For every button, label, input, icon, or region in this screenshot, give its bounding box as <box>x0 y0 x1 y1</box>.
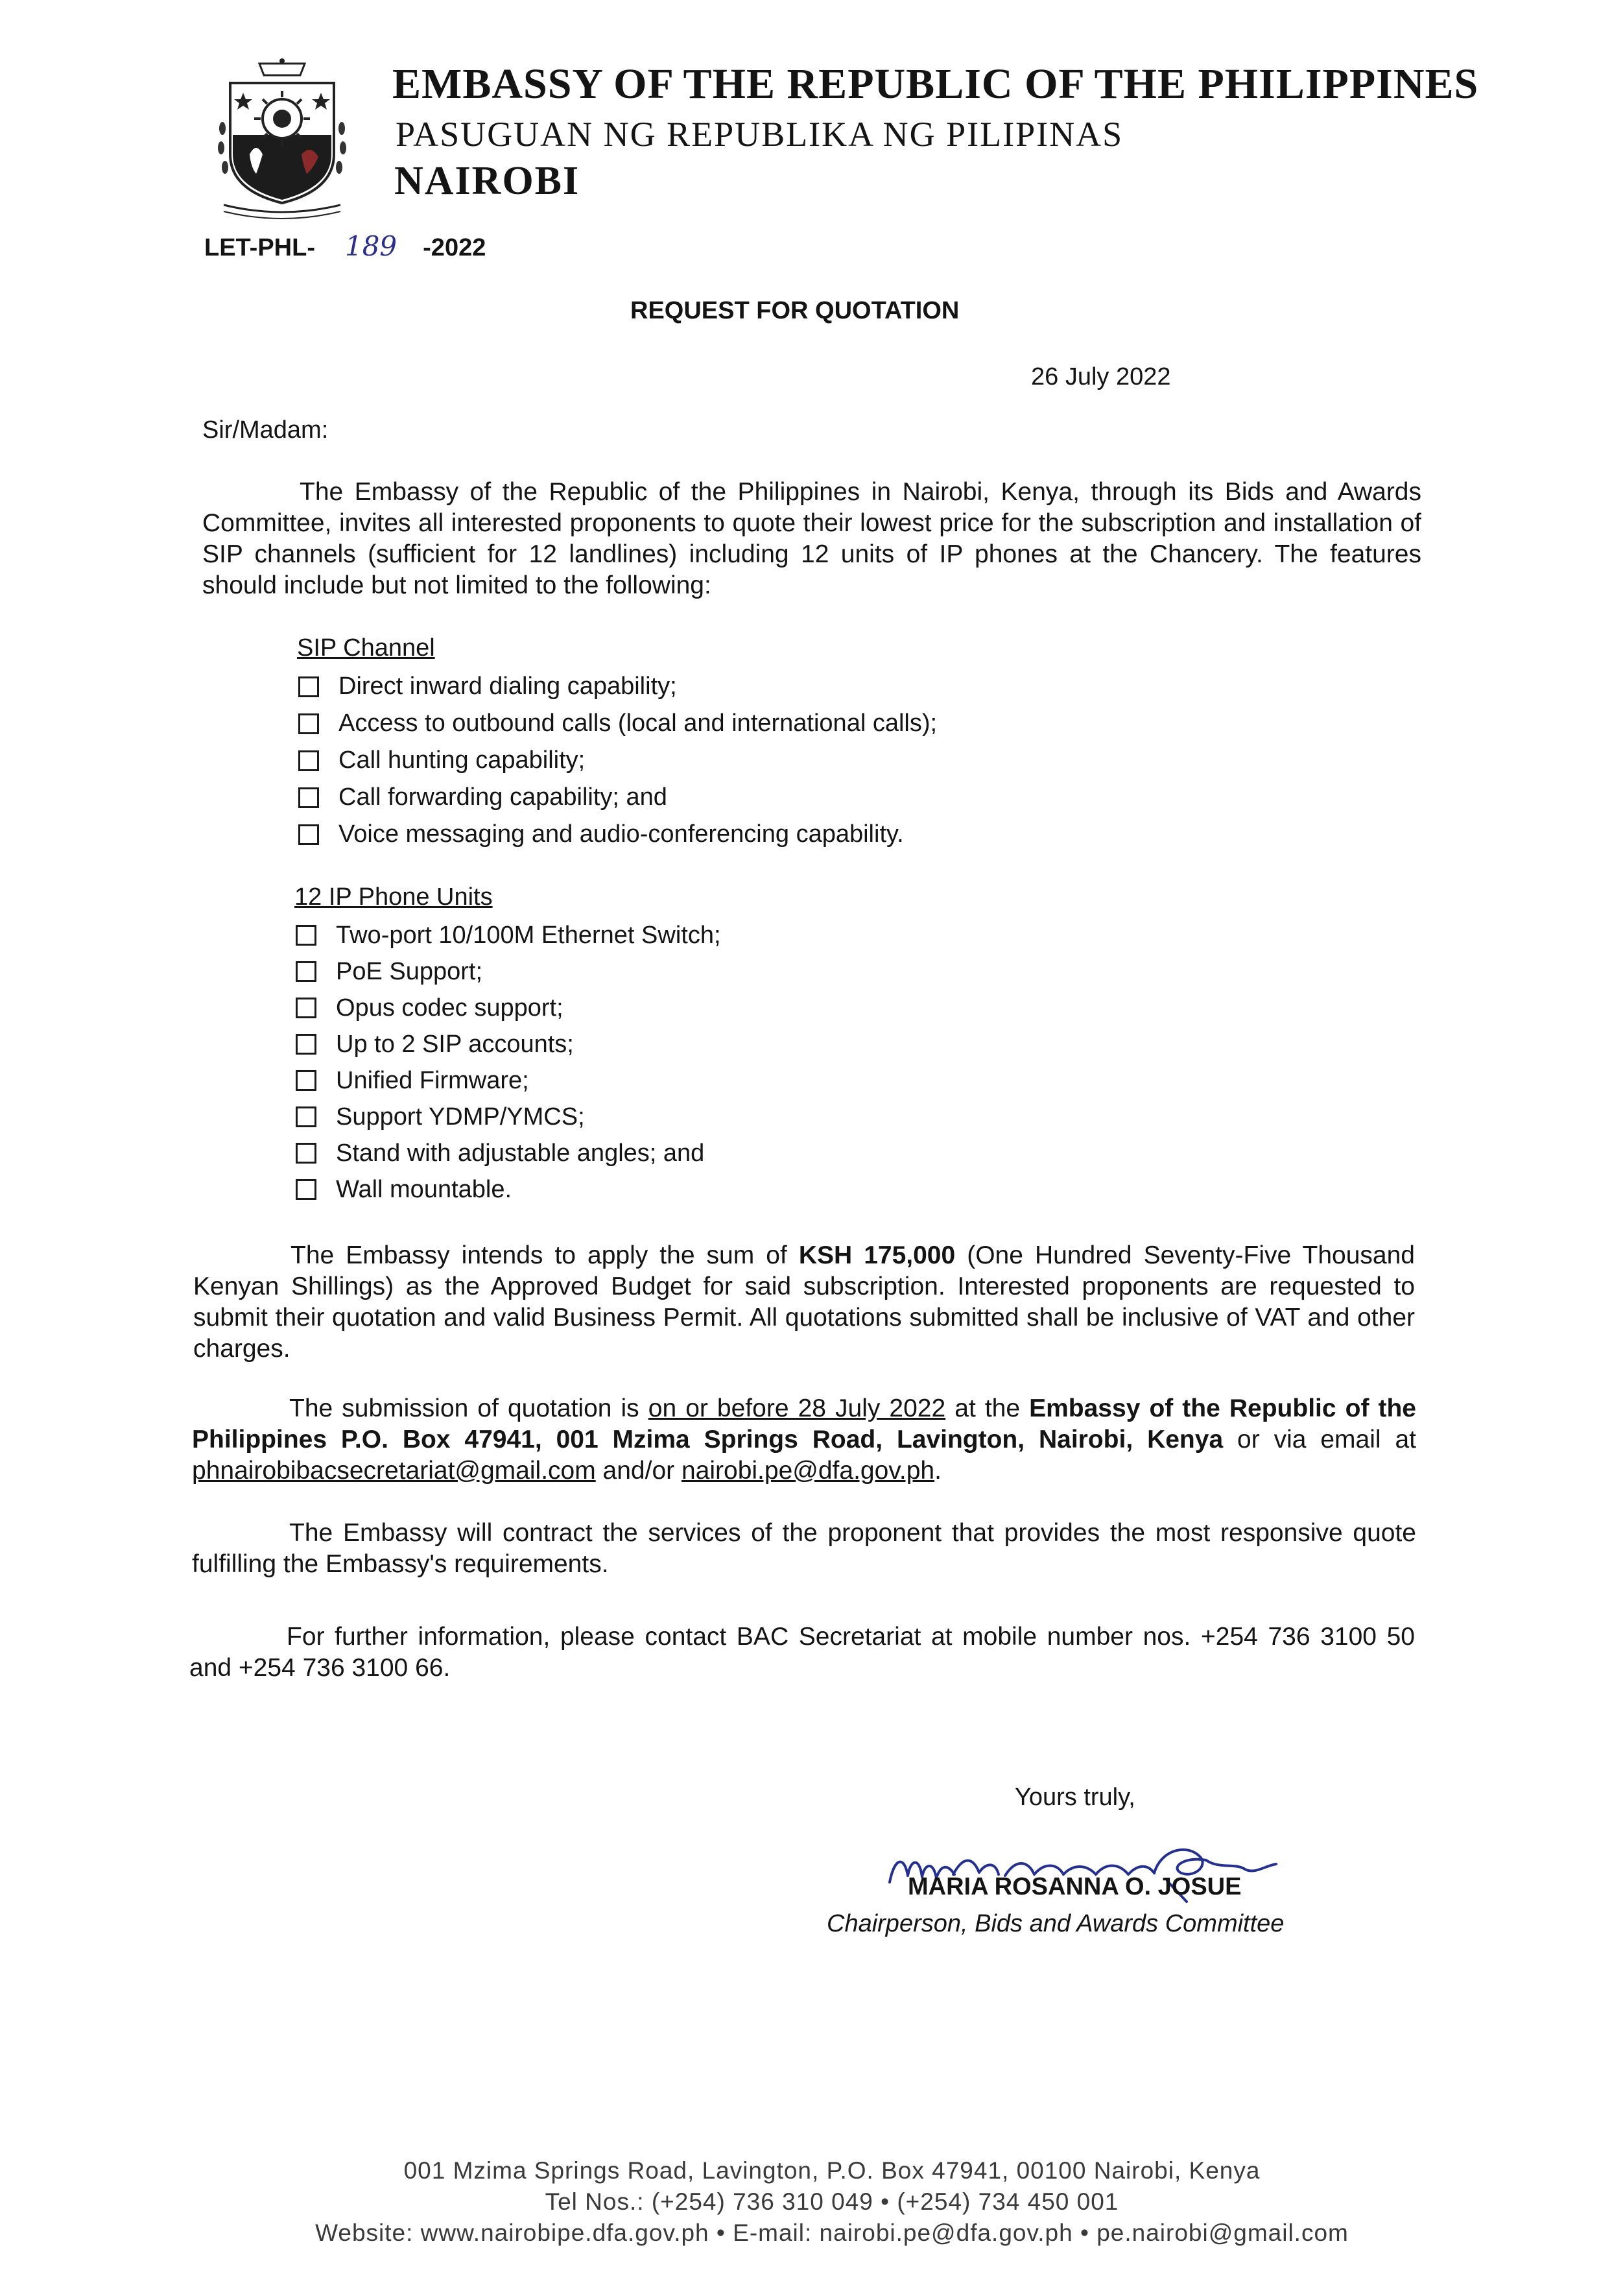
list-item-label: Up to 2 SIP accounts; <box>336 1030 574 1058</box>
letterhead-city: NAIROBI <box>394 159 580 203</box>
list-item <box>296 953 721 990</box>
budget-text-2: (One Hundred Seventy-Five Thousand Kenyan Shillings) as the Approved Budget for said subscription. Interested proponents are requested to submit their quotation and valid Business Permit. All quotations submitted shall be inclusive of VAT and other charges. <box>193 1241 1415 1363</box>
submission-deadline: on or before 28 July 2022 <box>648 1394 946 1422</box>
footer-telephone: Tel Nos.: (+254) 736 310 049 • (+254) 734 450 001 <box>545 2188 1119 2215</box>
budget-text-1: The Embassy intends to apply the sum of <box>290 1241 799 1269</box>
submission-text-4: and/or <box>595 1457 682 1485</box>
list-item-label: Unified Firmware; <box>336 1066 529 1094</box>
list-item-label: Stand with adjustable angles; and <box>336 1139 705 1167</box>
list-item <box>298 779 937 816</box>
checkbox-icon <box>296 1106 316 1127</box>
document-title: REQUEST FOR QUOTATION <box>630 297 960 324</box>
budget-amount: KSH 175,000 <box>798 1241 956 1269</box>
contact-paragraph: For further information, please contact BAC Secretariat at mobile number nos. +254 736 3100 50 and +254 736 3100 66. <box>189 1623 1415 1682</box>
sip-channel-list <box>298 668 937 853</box>
email-link-embassy[interactable]: nairobi.pe@dfa.gov.ph <box>681 1457 935 1485</box>
checkbox-icon <box>296 925 316 946</box>
document-date: 26 July 2022 <box>1031 363 1171 390</box>
list-item <box>296 1171 721 1208</box>
list-item-label: Call hunting capability; <box>338 747 586 774</box>
submission-text-2: at the <box>945 1394 1030 1422</box>
footer-web-email: Website: www.nairobipe.dfa.gov.ph • E-mail: nairobi.pe@dfa.gov.ph • pe.nairobi@gmail.com <box>315 2219 1349 2246</box>
closing: Yours truly, <box>1015 1784 1135 1811</box>
reference-prefix: LET-PHL- <box>204 234 315 261</box>
email-link-bac[interactable]: phnairobibacsecretariat@gmail.com <box>192 1457 596 1485</box>
salutation: Sir/Madam: <box>202 416 329 444</box>
reference-suffix: -2022 <box>423 234 486 261</box>
checkbox-icon <box>298 713 319 734</box>
signer-title: Chairperson, Bids and Awards Committee <box>827 1910 1285 1937</box>
checkbox-icon <box>298 824 319 845</box>
submission-text-5: . <box>934 1457 942 1485</box>
reference-handwritten-number: 189 <box>344 230 397 262</box>
checkbox-icon <box>298 676 319 697</box>
list-item <box>296 1099 721 1135</box>
list-item <box>296 990 721 1026</box>
checkbox-icon <box>298 750 319 771</box>
list-item-label: Support YDMP/YMCS; <box>336 1103 585 1130</box>
list-item-label: Direct inward dialing capability; <box>338 673 677 700</box>
list-item-label: Access to outbound calls (local and international calls); <box>338 710 938 737</box>
ip-phone-units-heading: 12 IP Phone Units <box>294 883 493 911</box>
list-item <box>296 1135 721 1171</box>
list-item <box>296 1062 721 1099</box>
philippine-seal-icon <box>211 57 353 219</box>
list-item-label: Opus codec support; <box>336 994 563 1022</box>
list-item <box>296 1026 721 1062</box>
submission-paragraph <box>192 1393 1416 1487</box>
checkbox-icon <box>298 787 319 808</box>
checkbox-icon <box>296 998 316 1018</box>
checkbox-icon <box>296 1034 316 1055</box>
checkbox-icon <box>296 1070 316 1091</box>
checkbox-icon <box>296 1143 316 1164</box>
list-item-label: Wall mountable. <box>336 1175 512 1203</box>
list-item <box>296 917 721 953</box>
letterhead-filipino-name: PASUGUAN NG REPUBLIKA NG PILIPINAS <box>396 115 1124 154</box>
list-item-label: Voice messaging and audio-conferencing capability. <box>338 820 904 848</box>
list-item-label: Two-port 10/100M Ethernet Switch; <box>336 921 721 949</box>
list-item <box>298 742 937 779</box>
sip-channel-heading: SIP Channel <box>297 634 435 662</box>
intro-paragraph: The Embassy of the Republic of the Philippines in Nairobi, Kenya, through its Bids and Awards Committee, invites all interested proponents to quote their lowest price for the subscription and installation of SIP channels (sufficient for 12 landlines) including 12 units of IP phones at the Chancery. The features should include but not limited to the following: <box>202 478 1421 599</box>
contract-paragraph: The Embassy will contract the services of the proponent that provides the most responsive quote fulfilling the Embassy's requirements. <box>192 1519 1416 1578</box>
letterhead-embassy-name: EMBASSY OF THE REPUBLIC OF THE PHILIPPINES <box>392 60 1479 108</box>
checkbox-icon <box>296 1179 316 1200</box>
footer-address: 001 Mzima Springs Road, Lavington, P.O. Box 47941, 00100 Nairobi, Kenya <box>403 2157 1261 2184</box>
list-item <box>298 705 937 742</box>
list-item <box>298 816 937 853</box>
list-item-label: Call forwarding capability; and <box>338 783 667 811</box>
submission-text-3: or via email at <box>1223 1426 1416 1453</box>
ip-phone-units-list <box>296 917 721 1208</box>
reference-number <box>204 230 486 262</box>
submission-address: Embassy of the Republic of the Philippines P.O. Box 47941, 001 Mzima Springs Road, Lavington, Nairobi, Kenya <box>192 1394 1416 1453</box>
submission-text-1: The submission of quotation is <box>289 1394 648 1422</box>
list-item-label: PoE Support; <box>336 957 483 985</box>
signer-name: MARIA ROSANNA O. JOSUE <box>908 1873 1242 1900</box>
checkbox-icon <box>296 961 316 982</box>
budget-paragraph <box>193 1240 1415 1365</box>
list-item <box>298 668 937 705</box>
